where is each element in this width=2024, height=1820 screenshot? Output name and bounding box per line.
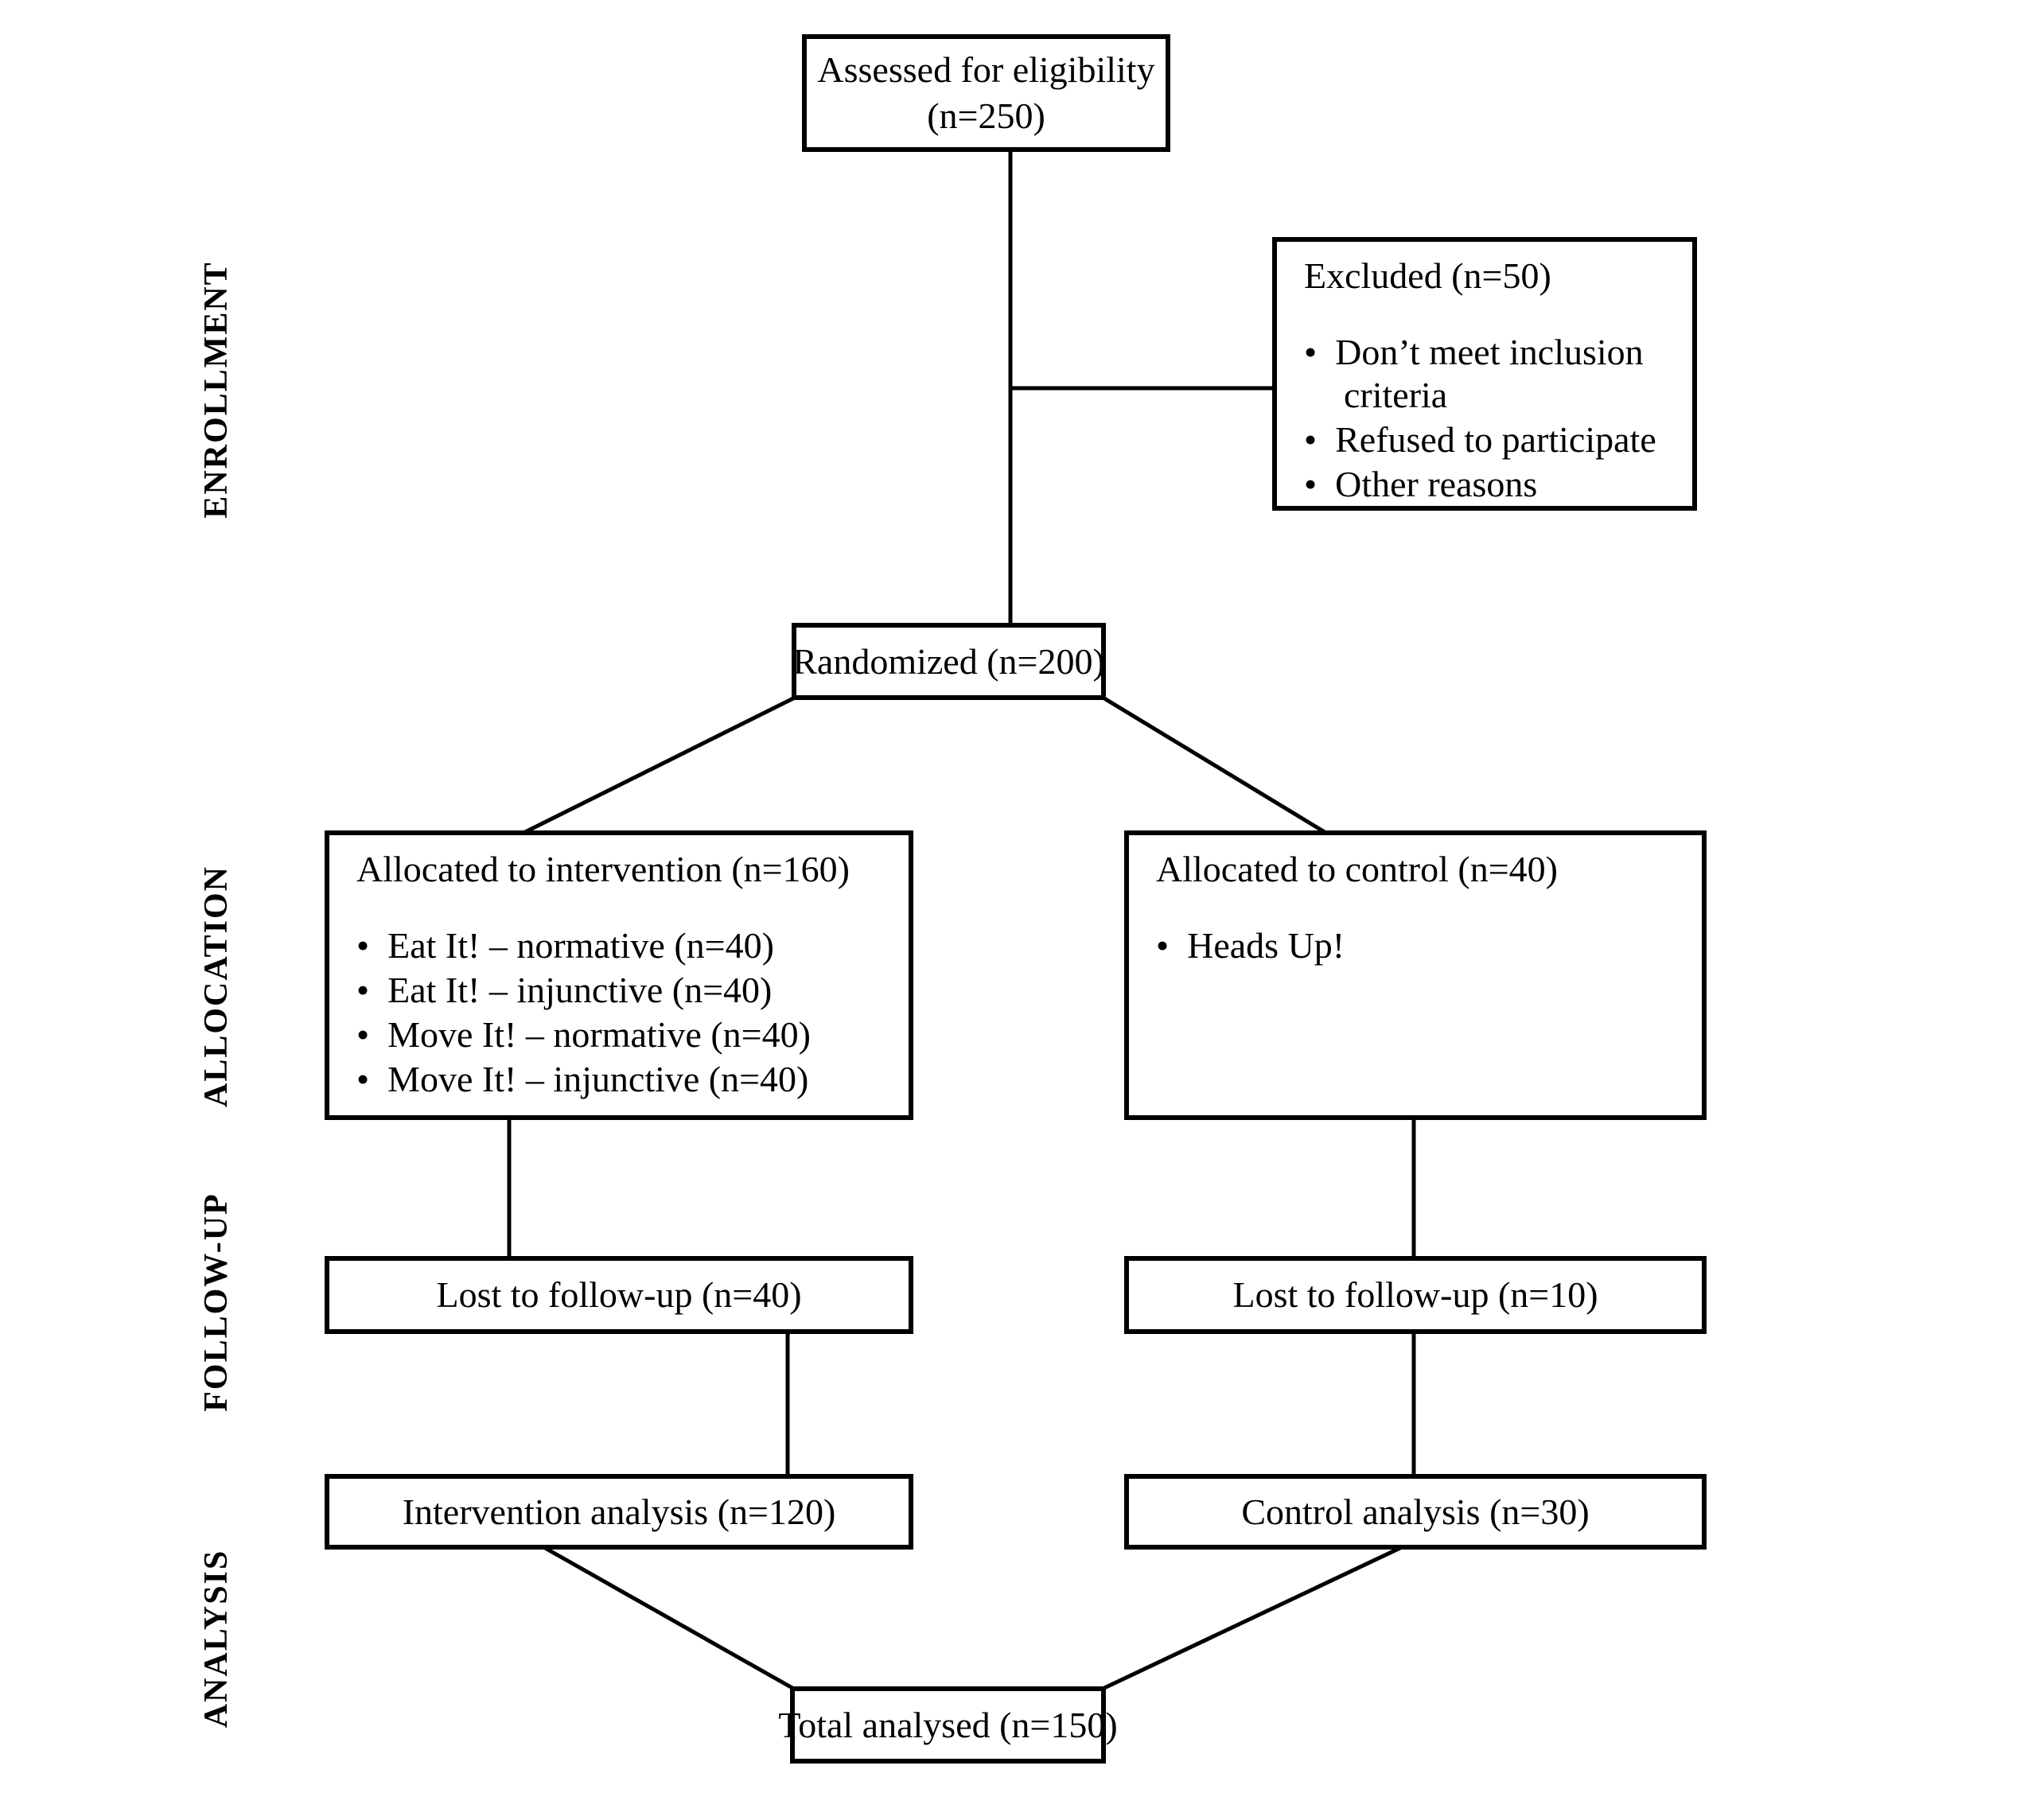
analysis-intervention-box (325, 1474, 913, 1550)
stage-label-analysis: ANALYSIS (198, 1549, 235, 1729)
bullet-item: • Move It! – injunctive (n=40) (356, 1058, 896, 1101)
analysis-control-box (1124, 1474, 1707, 1550)
excluded-title: Excluded (n=50) (1304, 255, 1551, 296)
lost-followup-control-box (1124, 1256, 1707, 1334)
connector-intervention-total (545, 1548, 792, 1688)
control-arms-list (1156, 924, 1689, 967)
allocated-control-box (1124, 830, 1707, 1120)
allocated-control-title: Allocated to control (n=40) (1156, 849, 1558, 889)
analysis-intervention-label: Intervention analysis (n=120) (402, 1491, 836, 1532)
excluded-reasons-list (1304, 331, 1680, 506)
bullet-item: • Eat It! – normative (n=40) (356, 924, 896, 967)
lost-followup-intervention-label: Lost to follow-up (n=40) (436, 1274, 802, 1315)
allocated-intervention-title: Allocated to intervention (n=160) (356, 849, 850, 889)
total-analysed-label: Total analysed (n=150) (778, 1704, 1118, 1745)
bullet-item: • Heads Up! (1156, 924, 1689, 967)
randomized-label: Randomized (n=200) (792, 640, 1105, 682)
assessed-eligibility-line1: Assessed for eligibility (817, 49, 1155, 90)
connector-randomized-intervention (525, 698, 793, 832)
assessed-eligibility-box (802, 34, 1170, 152)
bullet-item: • Don’t meet inclusion criteria (1304, 331, 1680, 417)
stage-label-follow-up: FOLLOW-UP (198, 1192, 235, 1412)
connector-randomized-control (1104, 698, 1325, 832)
connector-control-total (1104, 1548, 1400, 1688)
excluded-box (1272, 237, 1697, 511)
bullet-item: • Refused to participate (1304, 418, 1680, 461)
analysis-control-label: Control analysis (n=30) (1241, 1491, 1590, 1532)
lost-followup-control-label: Lost to follow-up (n=10) (1232, 1274, 1598, 1315)
total-analysed-box (778, 1686, 1118, 1764)
lost-followup-intervention-box (325, 1256, 913, 1334)
assessed-eligibility-count: (n=250) (927, 95, 1045, 136)
bullet-item: • Other reasons (1304, 463, 1680, 506)
stage-label-enrollment: ENROLLMENT (198, 261, 235, 519)
bullet-item: • Eat It! – injunctive (n=40) (356, 969, 896, 1012)
stage-label-allocation: ALLOCATION (198, 865, 235, 1107)
bullet-item: • Move It! – normative (n=40) (356, 1013, 896, 1056)
intervention-arms-list (356, 924, 896, 1101)
allocated-intervention-box (325, 830, 913, 1120)
randomized-box (792, 623, 1106, 700)
